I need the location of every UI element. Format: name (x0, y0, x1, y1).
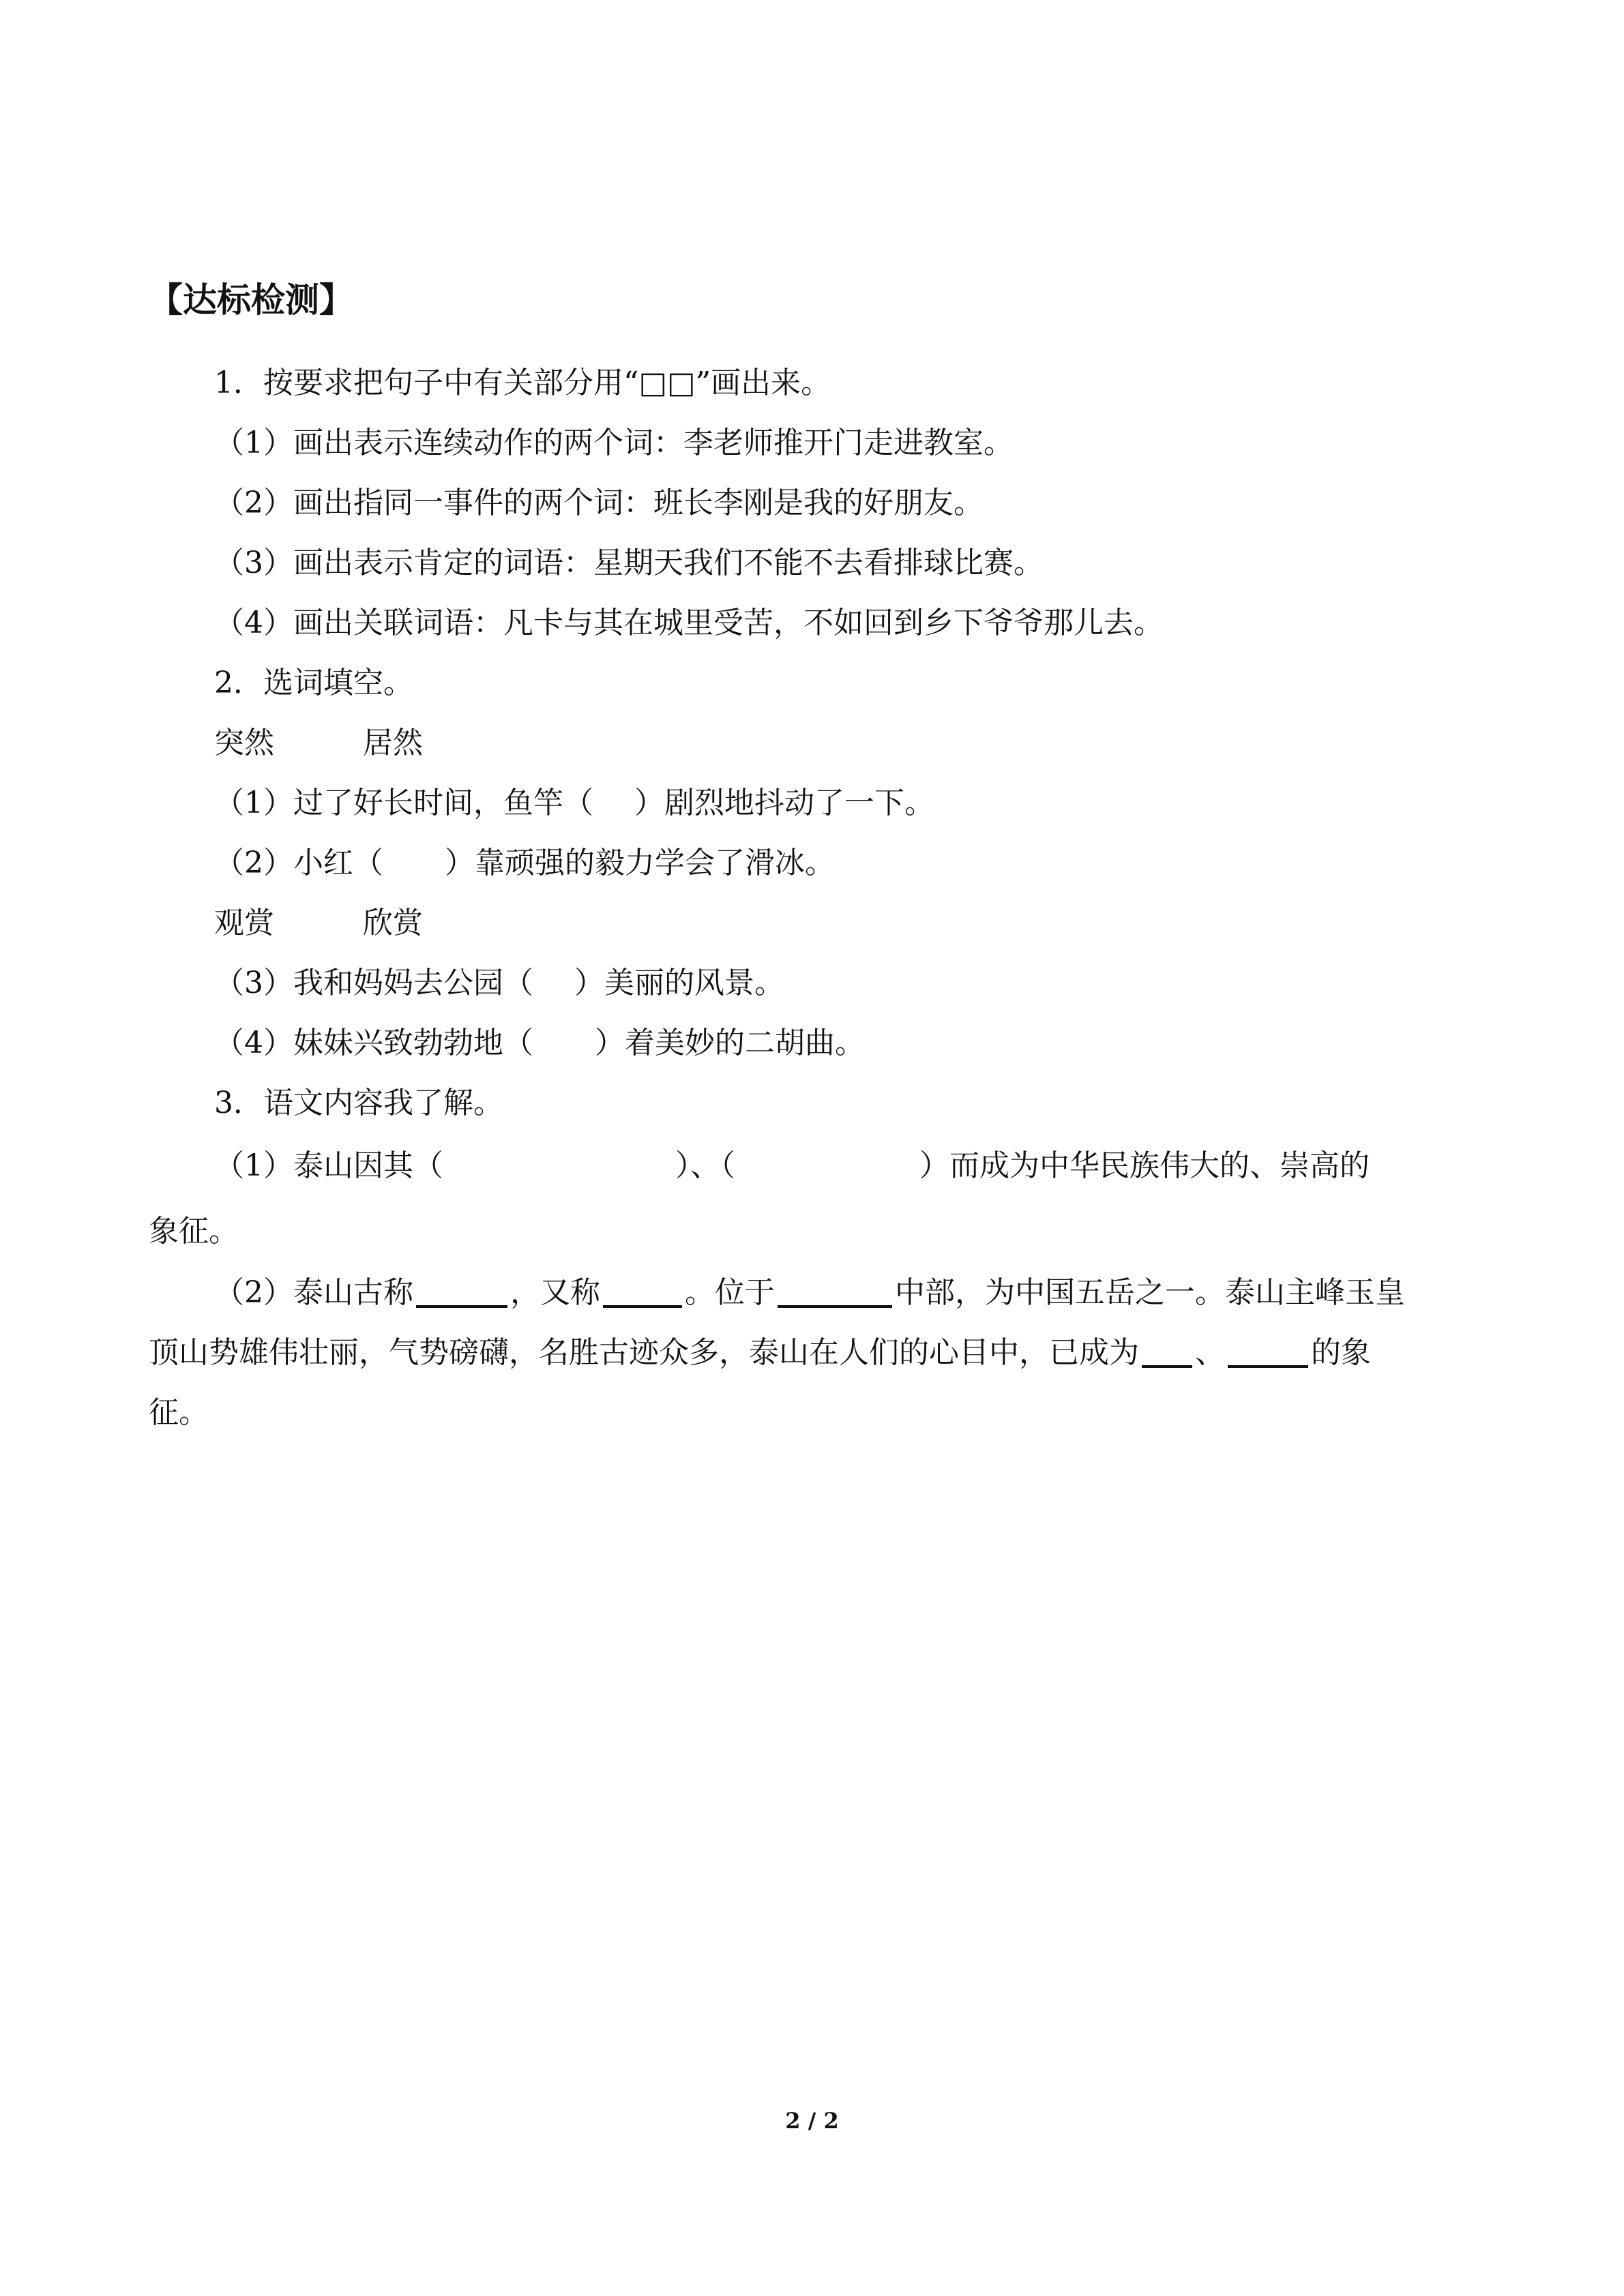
q3-item-2: （2）泰山古称 ，又称 。位于 中部，为中国五岳之一。泰山主峰玉皇 (214, 1275, 1405, 1310)
q1-item-3: （3）画出表示肯定的词语：星期天我们不能不去看排球比赛。 (214, 546, 1044, 580)
underline-blank[interactable] (1228, 1338, 1308, 1368)
section-title: 【达标检测】 (149, 280, 353, 320)
q1-stem: 1．按要求把句子中有关部分用“□□”画出来。 (214, 366, 831, 400)
q2-item-2: （2）小红（ ）靠顽强的毅力学会了滑冰。 (214, 846, 835, 880)
underline-blank[interactable] (603, 1278, 682, 1308)
q2-item-1: （1）过了好长时间，鱼竿（ ）剧烈地抖动了一下。 (214, 786, 934, 820)
underline-blank[interactable] (416, 1278, 507, 1308)
page-number: 2 / 2 (785, 2108, 839, 2134)
q2-item-4: （4）妹妹兴致勃勃地（ ）着美妙的二胡曲。 (214, 1026, 865, 1060)
q2-word-option: 观赏 (214, 906, 274, 940)
q3-stem: 3．语文内容我了解。 (214, 1086, 503, 1120)
q2-word-group-2 (214, 903, 423, 944)
q2-stem: 2．选词填空。 (214, 666, 413, 700)
q1-item-4: （4）画出关联词语：凡卡与其在城里受苦，不如回到乡下爷爷那儿去。 (214, 606, 1164, 640)
underline-blank[interactable] (1142, 1338, 1192, 1368)
q3-item-1-continued: 象征。 (149, 1214, 239, 1249)
q2-word-group-1 (214, 723, 423, 764)
q2-item-3: （3）我和妈妈去公园（ ）美丽的风景。 (214, 966, 784, 1000)
q2-word-option: 突然 (214, 726, 274, 760)
q1-item-1: （1）画出表示连续动作的两个词：李老师推开门走进教室。 (214, 426, 1014, 460)
q3-item-2-continued: 征。 (149, 1395, 209, 1430)
q3-item-1: （1）泰山因其（ ）、（ ）而成为中华民族伟大的、崇高的 (214, 1148, 1370, 1183)
q2-word-option: 居然 (363, 726, 423, 760)
q3-item-2-line-2: 顶山势雄伟壮丽，气势磅礴，名胜古迹众多，泰山在人们的心目中，已成为 、 的象 (149, 1335, 1371, 1370)
q2-word-option: 欣赏 (363, 906, 423, 940)
q1-item-2: （2）画出指同一事件的两个词：班长李刚是我的好朋友。 (214, 486, 984, 520)
underline-blank[interactable] (778, 1278, 892, 1308)
